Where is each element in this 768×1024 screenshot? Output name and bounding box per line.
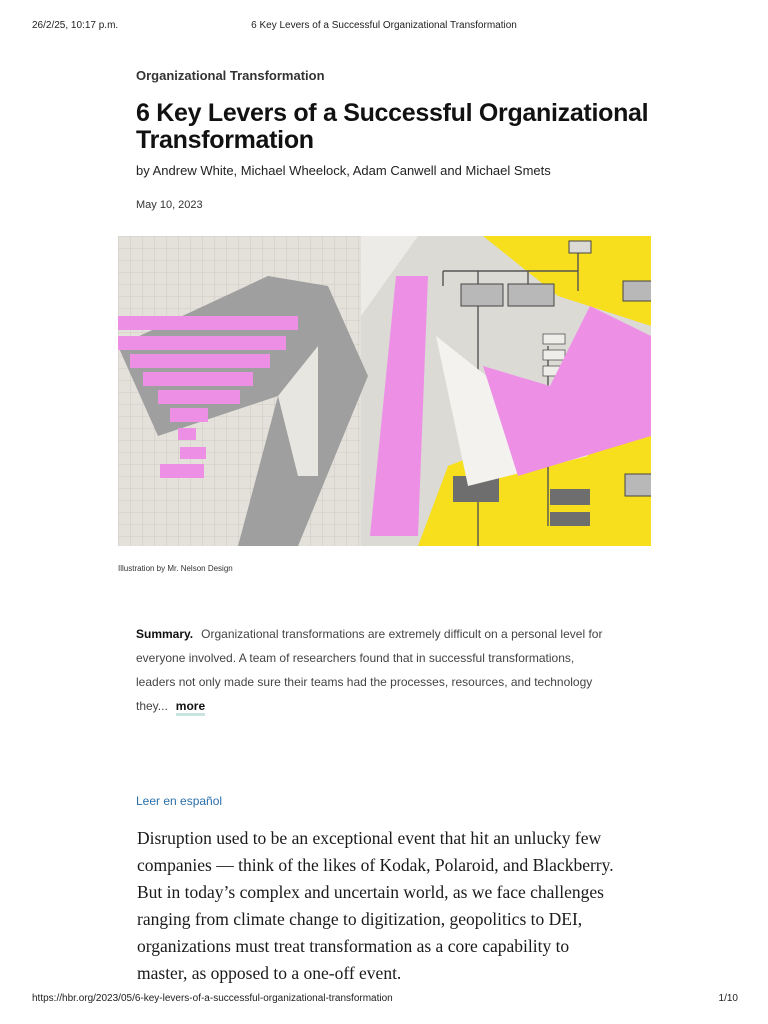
article-body-paragraph: Disruption used to be an exceptional event that hit an unlucky few companies — think of the likes of Kodak, Polaroid, and Blackberry. But in today’s complex and uncertain world, as we face challenges ranging from climate change to digitization, geopolitics to DEI, organizations must treat transformation as a core capability to master, as opposed to a one-off event. (137, 828, 614, 983)
print-document-title: 6 Key Levers of a Successful Organizational Transformation (251, 20, 517, 31)
print-timestamp: 26/2/25, 10:17 p.m. (32, 20, 119, 31)
article-byline: by Andrew White, Michael Wheelock, Adam Canwell and Michael Smets (136, 163, 551, 178)
more-link[interactable]: more (176, 699, 205, 716)
article-date: May 10, 2023 (136, 199, 203, 211)
print-url: https://hbr.org/2023/05/6-key-levers-of-a-successful-organizational-transformation (32, 993, 393, 1004)
image-caption: Illustration by Mr. Nelson Design (118, 564, 233, 573)
topic-link[interactable]: Organizational Transformation (136, 68, 325, 83)
spanish-version-link[interactable]: Leer en español (136, 794, 223, 808)
hero-illustration (118, 236, 651, 546)
print-header (0, 20, 768, 34)
article-title: 6 Key Levers of a Successful Organizational Transformation (136, 99, 649, 154)
print-page-number: 1/10 (718, 993, 738, 1004)
summary-text: Organizational transformations are extremely difficult on a personal level for everyone involved. A team of researchers found that in successful transformations, leaders not only made sure their teams had the processes, resources, and technology they... (136, 627, 603, 713)
summary-label: Summary. (136, 627, 194, 641)
summary-block (136, 622, 616, 718)
print-footer (0, 993, 768, 1007)
